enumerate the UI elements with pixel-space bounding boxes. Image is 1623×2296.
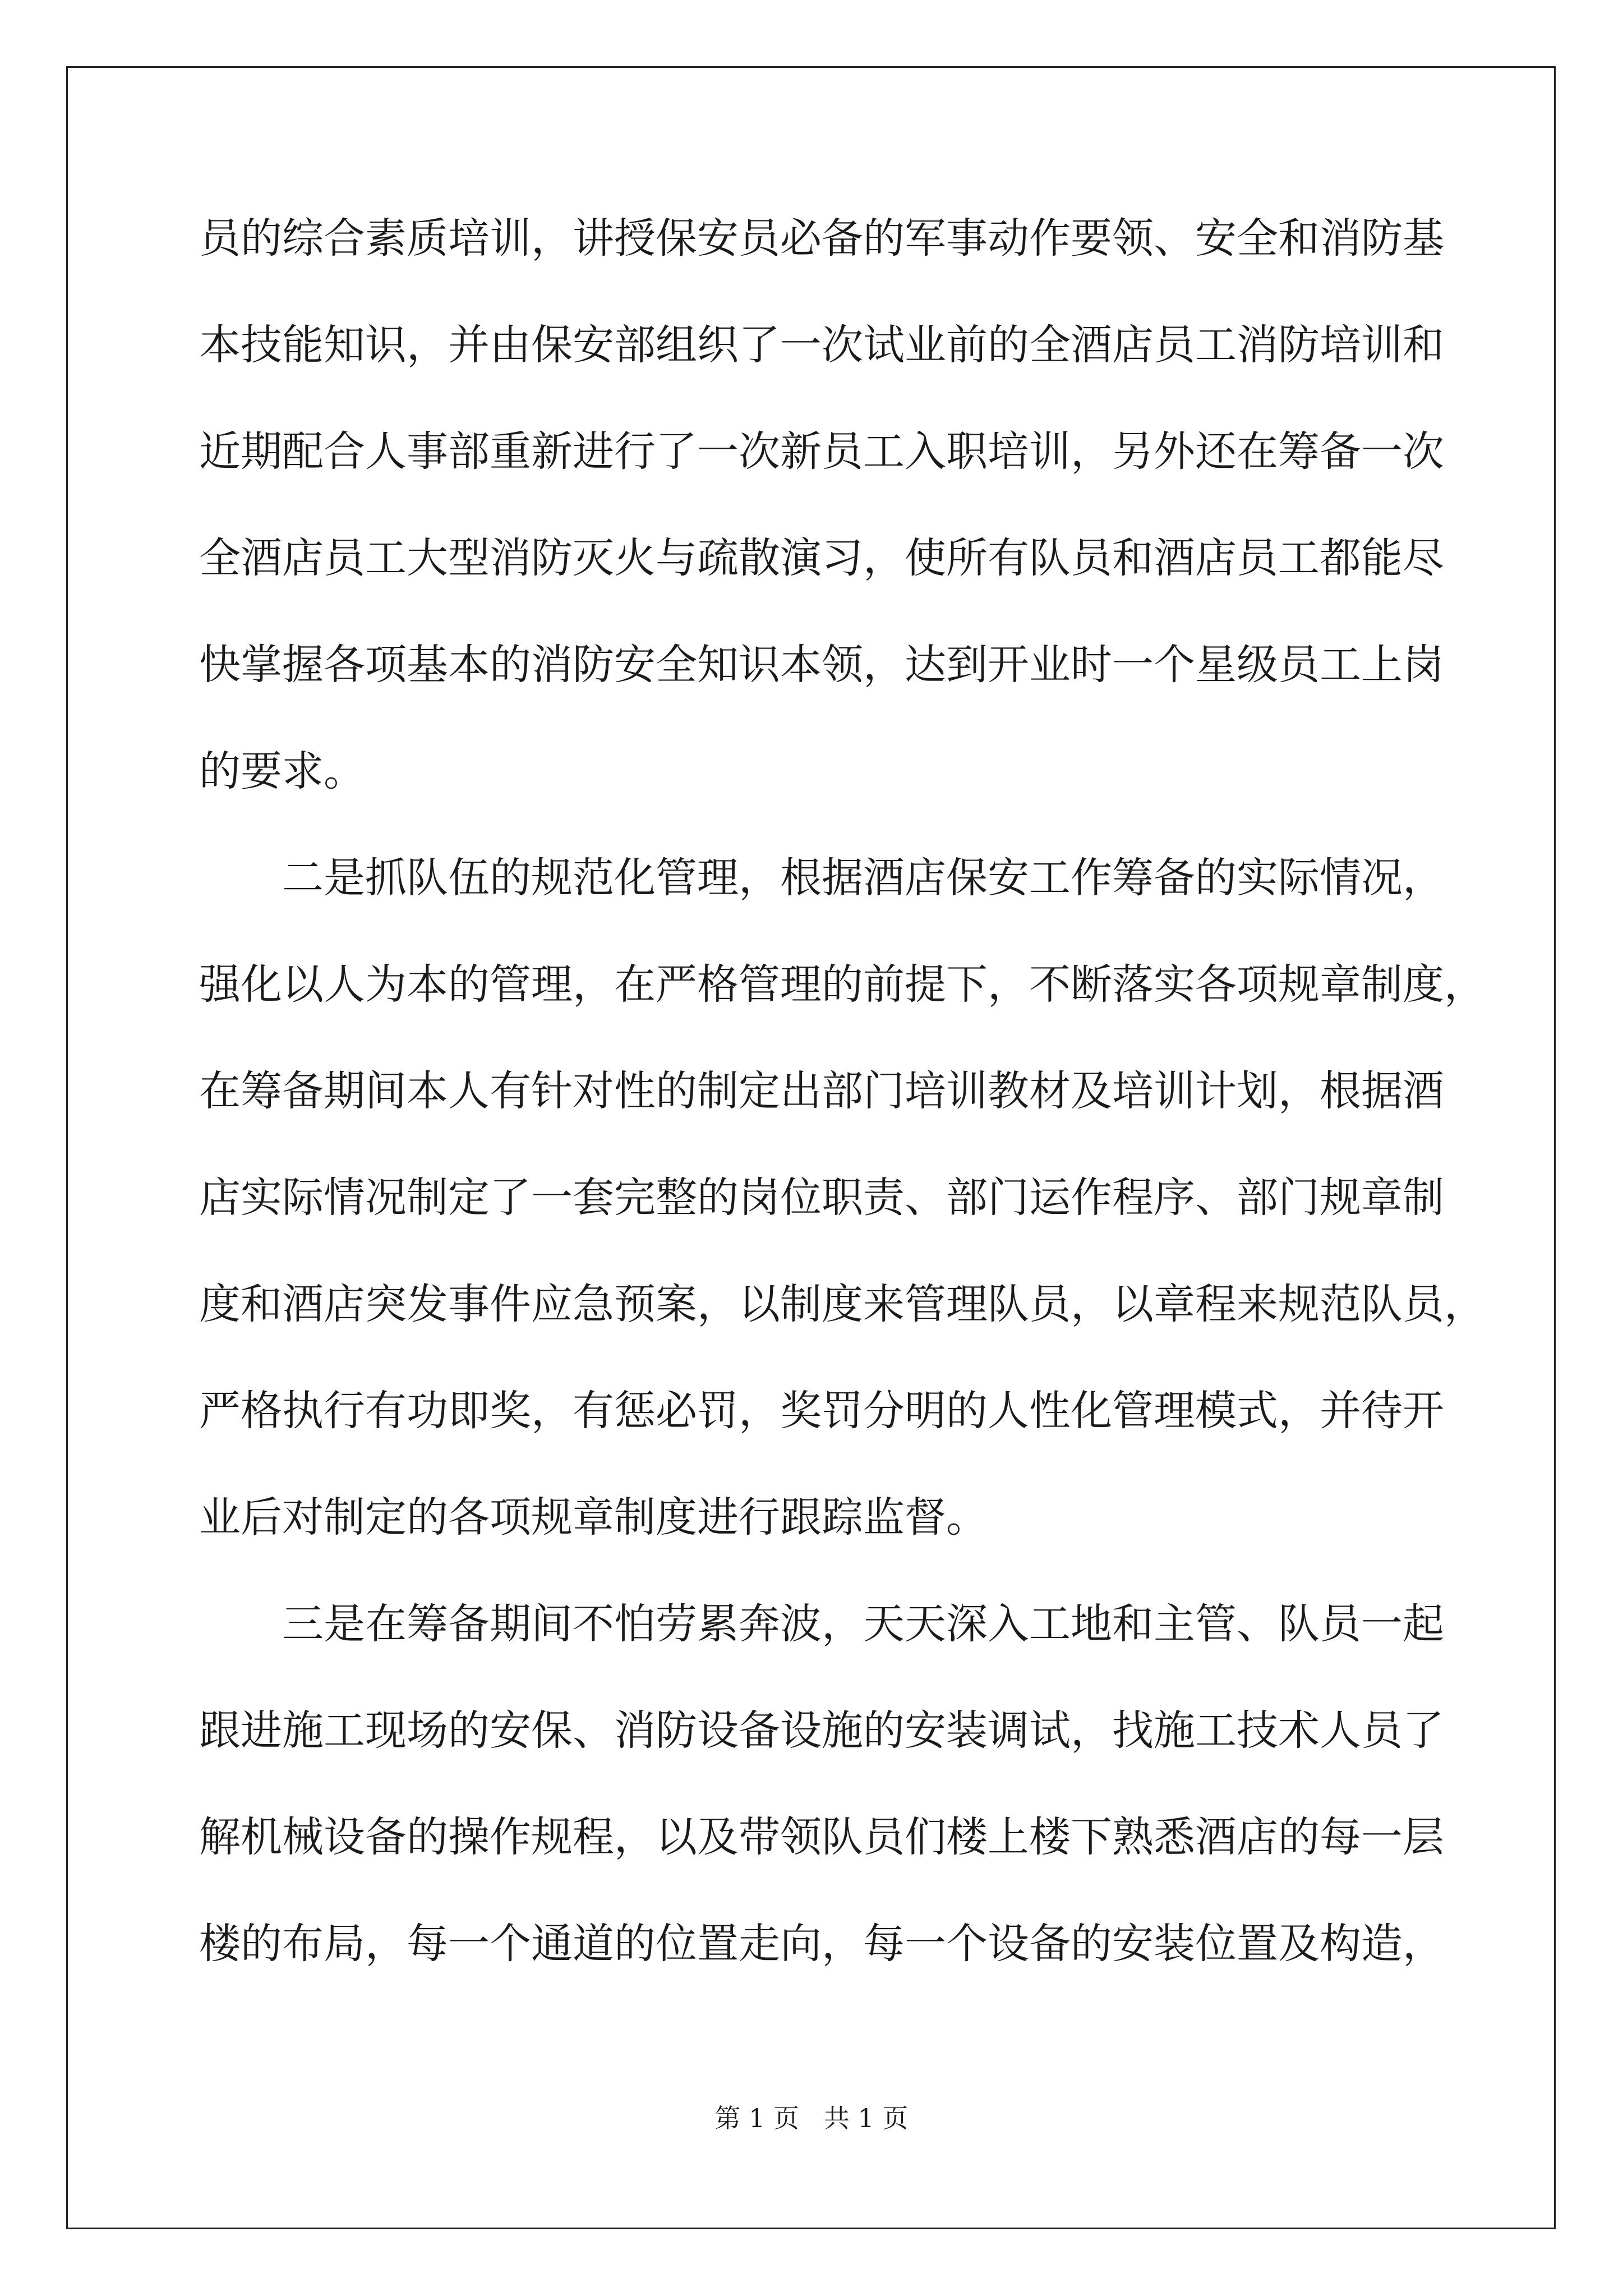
text-line: 业后对制定的各项规章制度进行跟踪监督。 (199, 1493, 988, 1542)
text-line: 在筹备期间本人有针对性的制定出部门培训教材及培训计划，根据酒 (199, 1067, 1444, 1115)
text-line: 楼的布局，每一个通道的位置走向，每一个设备的安装位置及构造， (199, 1920, 1444, 1968)
page-border (66, 66, 1556, 2229)
text-line: 员的综合素质培训，讲授保安员必备的军事动作要领、安全和消防基 (199, 214, 1444, 263)
text-line: 全酒店员工大型消防灭火与疏散演习，使所有队员和酒店员工都能尽 (199, 534, 1444, 582)
text-line: 跟进施工现场的安保、消防设备设施的安装调试，找施工技术人员了 (199, 1706, 1444, 1755)
text-line: 三是在筹备期间不怕劳累奔波，天天深入工地和主管、队员一起 (199, 1600, 1444, 1648)
text-line: 快掌握各项基本的消防安全知识本领，达到开业时一个星级员工上岗 (199, 641, 1444, 689)
text-line: 度和酒店突发事件应急预案，以制度来管理队员，以章程来规范队员， (199, 1280, 1486, 1328)
page-footer: 第 1 页 共 1 页 (714, 2103, 909, 2133)
text-line: 严格执行有功即奖，有惩必罚，奖罚分明的人性化管理模式，并待开 (199, 1387, 1444, 1435)
text-line: 解机械设备的操作规程，以及带领队员们楼上楼下熟悉酒店的每一层 (199, 1813, 1444, 1861)
text-line: 的要求。 (199, 747, 365, 795)
text-line: 店实际情况制定了一套完整的岗位职责、部门运作程序、部门规章制 (199, 1174, 1444, 1222)
text-line: 本技能知识，并由保安部组织了一次试业前的全酒店员工消防培训和 (199, 321, 1444, 369)
text-line: 近期配合人事部重新进行了一次新员工入职培训，另外还在筹备一次 (199, 427, 1444, 476)
text-line: 二是抓队伍的规范化管理，根据酒店保安工作筹备的实际情况， (199, 854, 1444, 902)
text-line: 强化以人为本的管理，在严格管理的前提下，不断落实各项规章制度， (199, 960, 1486, 1009)
